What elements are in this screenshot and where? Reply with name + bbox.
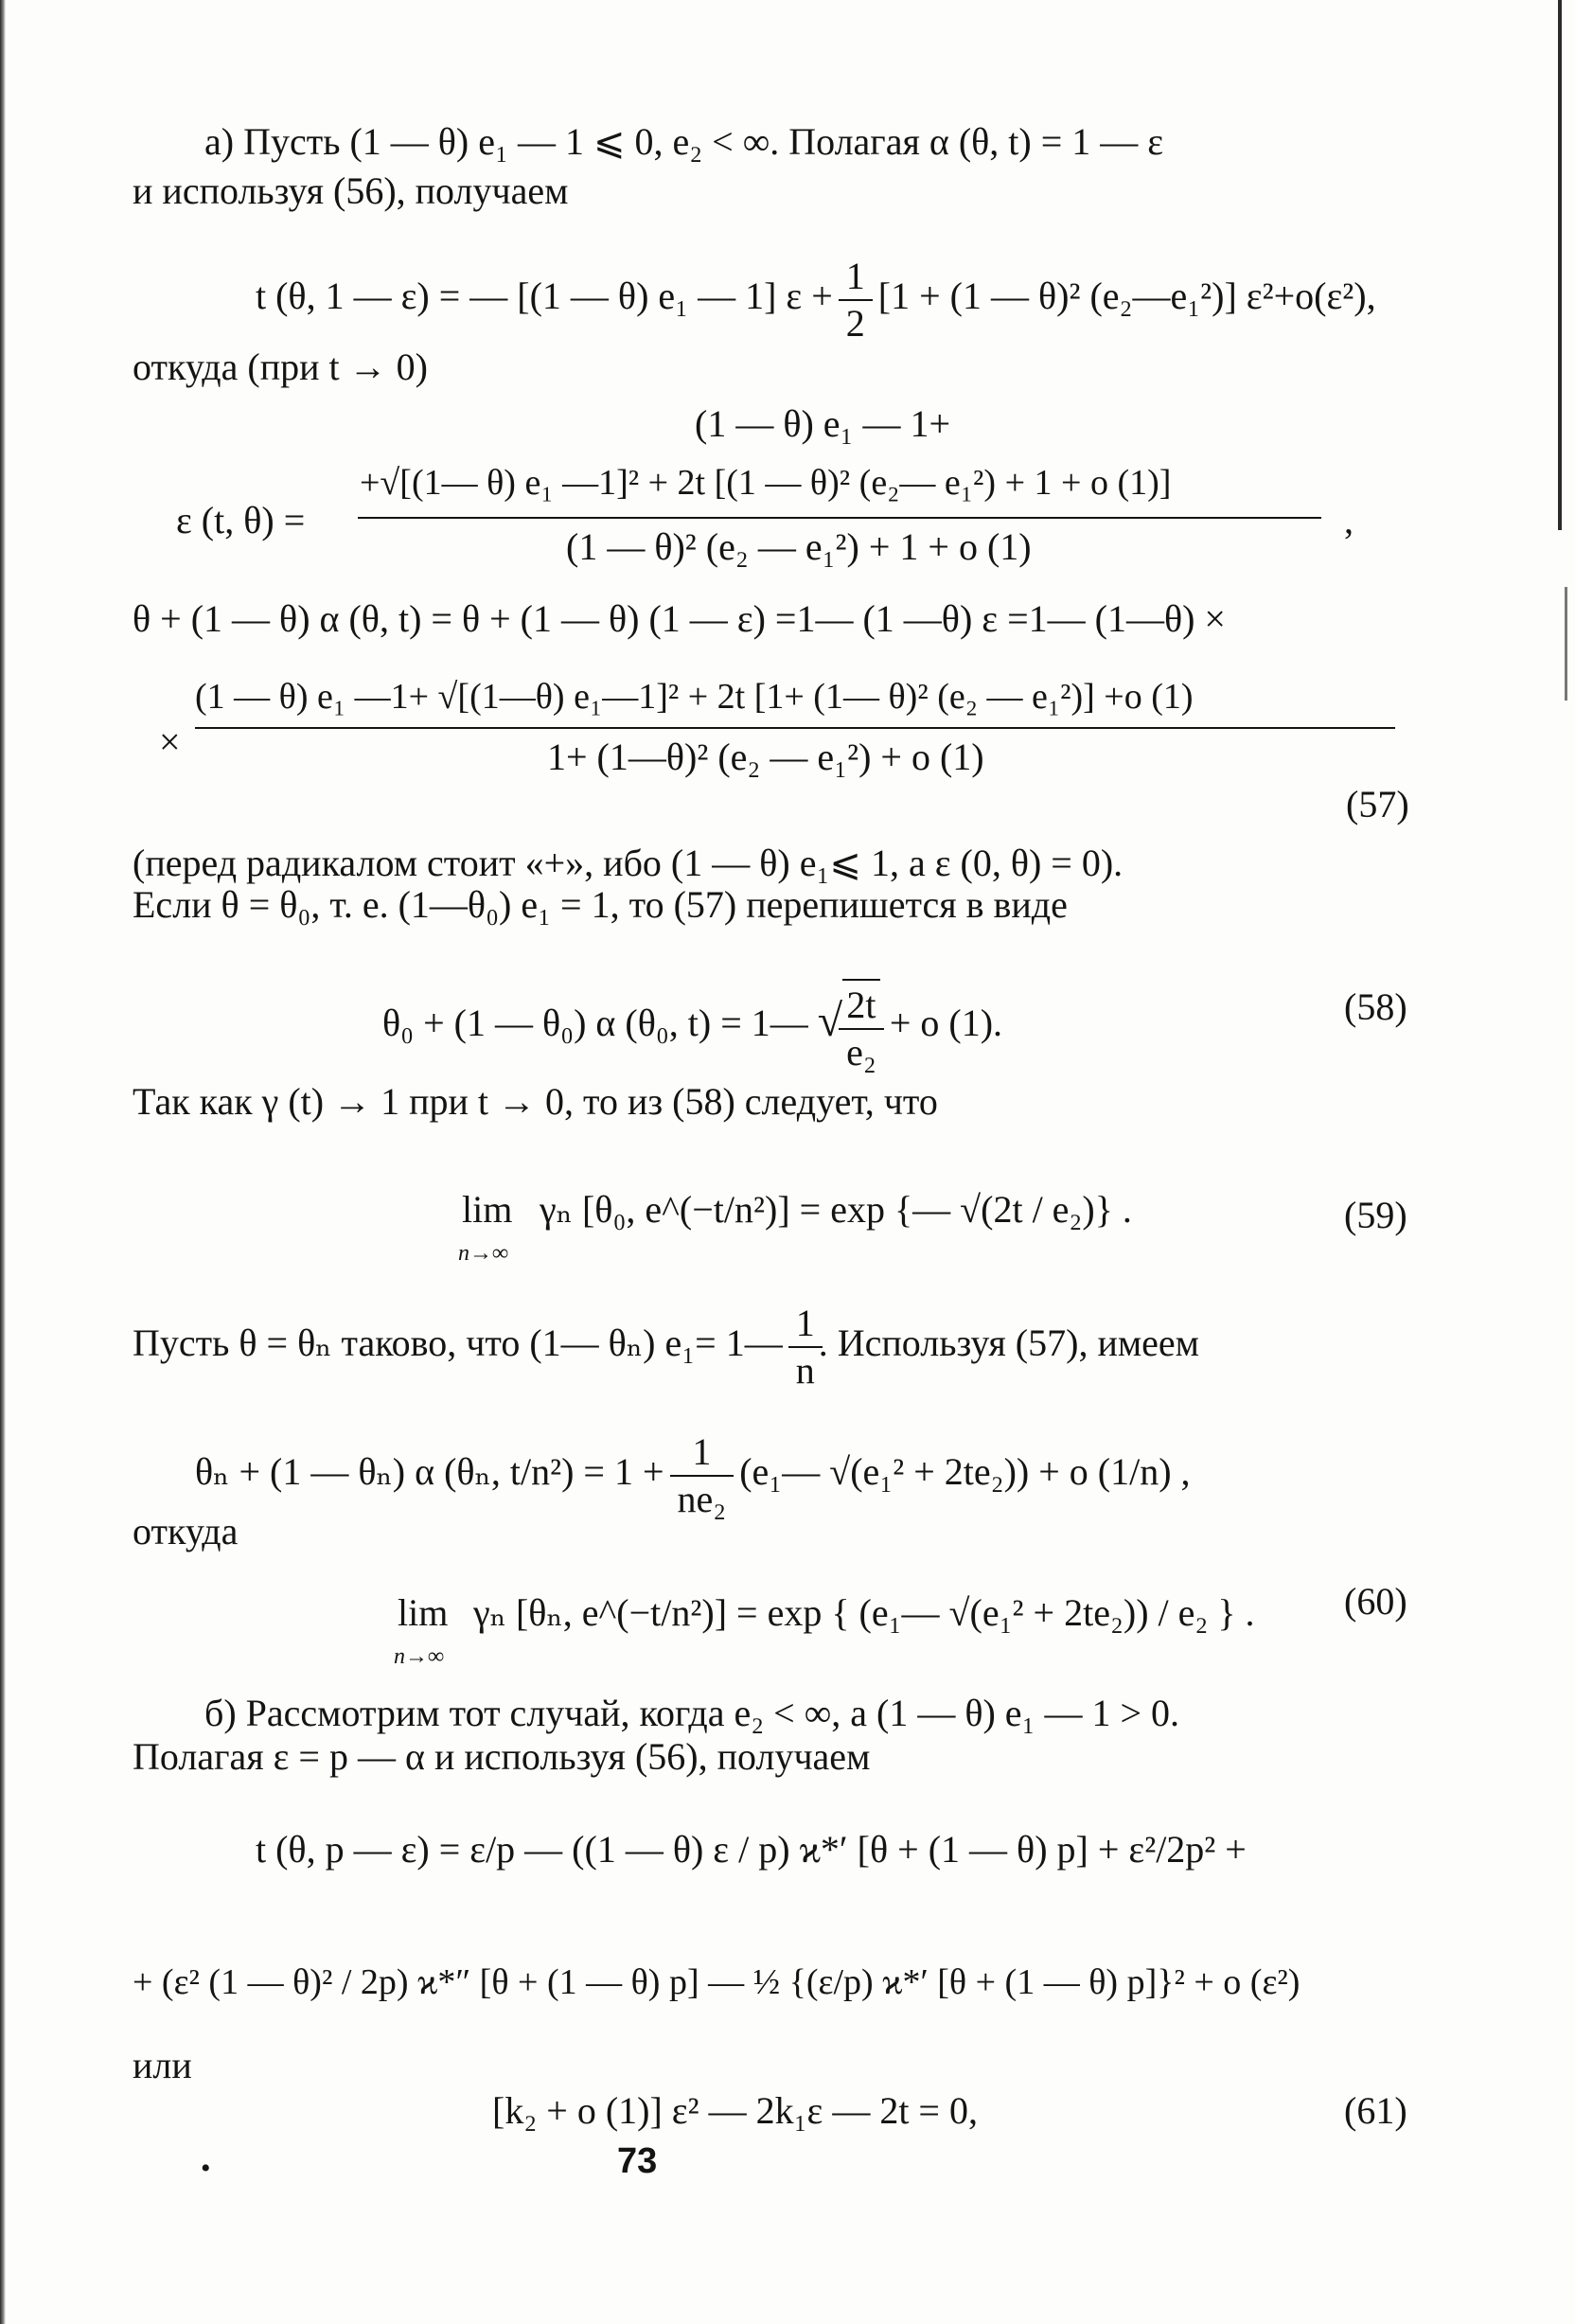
eq-number-57: (57) [1346,783,1409,825]
eps-num-top: (1 — θ) e₁ — 1+ [695,402,951,445]
equation-t-right: [1 + (1 — θ)² (e₂—e₁²)] ε²+o(ε²), [868,275,1376,318]
ili: или [133,2044,192,2086]
eq-number-61: (61) [1344,2089,1407,2132]
eq58-fraction [842,979,880,1075]
eq-number-58: (58) [1344,985,1407,1028]
eq58-rhs: + o (1). [879,1002,1003,1045]
p4-a: Пусть θ = θₙ таково, что (1— θₙ) e₁= 1— [133,1322,792,1365]
eq59-lim: lim [462,1188,513,1231]
eq-number-60: (60) [1344,1580,1407,1623]
frac-num: 1 [845,255,865,297]
frac-den: n [795,1349,815,1392]
equation-theta-n [195,1429,1191,1522]
eps-num-bottom: +√[(1— θ) e₁ —1]² + 2t [(1 — θ)² (e₂— e₁²) + 1 + o (1)] [360,463,1172,503]
theta-line: θ + (1 — θ) α (θ, t) = θ + (1 — θ) (1 — ε) =1— (1 —θ) ε =1— (1—θ) × [133,597,1226,640]
frac-num: 2t [846,984,876,1026]
stray-dot: • [201,2153,211,2184]
frac-num: 1 [692,1430,712,1473]
frac-num: 1 [795,1302,815,1344]
eq-thn-fraction [674,1429,731,1522]
equation-t-p-line1: t (θ, p — ε) = ε/p — ((1 — θ) ε / p) ϰ*′ [θ + (1 — θ) p] + ε²/2p² + [256,1828,1247,1871]
big-numerator: (1 — θ) e₁ —1+ √[(1—θ) e₁—1]² + 2t [1+ (1— θ)² (e₂ — e₁²)] +o (1) [195,677,1194,717]
eps-fraction-bar [358,517,1321,519]
p5-line2: Полагая ε = p — α и используя (56), получаем [133,1735,871,1778]
frac-den: e₂ [846,1031,876,1073]
eq60-sub: n→∞ [394,1644,445,1669]
eq-thn-a: θₙ + (1 — θₙ) α (θₙ, t/n²) = 1 + [195,1450,674,1494]
eps-lhs: ε (t, θ) = [176,499,306,541]
equation-t-p-line2: + (ε² (1 — θ)² / 2p) ϰ*″ [θ + (1 — θ) p] — ½ {(ε/p) ϰ*′ [θ + (1 — θ) p]}² + o (ε²) [133,1962,1301,2002]
equation-t [256,254,1376,346]
eq59-sub: n→∞ [458,1241,509,1266]
equation-t-left: t (θ, 1 — ε) = — [(1 — θ) e₁ — 1] ε + [256,275,842,318]
big-fraction-bar [195,727,1395,729]
equation-t-half [842,254,869,346]
otkuda-1: откуда (при t → 0) [133,346,428,388]
eps-comma: , [1344,499,1354,541]
p4-fraction [792,1301,819,1393]
p4 [133,1301,1199,1393]
eq59-body: γₙ [θ₀, e^(−t/n²)] = exp {— √(2t / e₂)} . [540,1188,1132,1231]
eps-den: (1 — θ)² (e₂ — e₁²) + 1 + o (1) [566,525,1032,568]
equation-61: [k₂ + o (1)] ε² — 2k₁ε — 2t = 0, [492,2089,978,2132]
scan-edge-right-mark [1565,587,1567,701]
p2-line1: (перед радикалом стоит «+», ибо (1 — θ) e₁⩽ 1, а ε (0, θ) = 0). [133,842,1124,884]
eq60-body: γₙ [θₙ, e^(−t/n²)] = exp { (e₁— √(e₁² + 2te₂)) / e₂ } . [473,1591,1255,1634]
times-sign: × [159,720,181,763]
eq60-lim: lim [398,1591,449,1634]
big-denominator: 1+ (1—θ)² (e₂ — e₁²) + o (1) [547,736,984,778]
sqrt-icon: √ [817,996,843,1047]
p3: Так как γ (t) → 1 при t → 0, то из (58) следует, что [133,1080,938,1123]
p2-line2: Если θ = θ₀, т. е. (1—θ₀) e₁ = 1, то (57) перепишется в виде [133,883,1068,926]
scan-edge-right [1558,0,1562,530]
p5-line1: б) Рассмотрим тот случай, когда e₂ < ∞, а (1 — θ) e₁ — 1 > 0. [204,1692,1180,1734]
otkuda-2: откуда [133,1510,239,1552]
scan-edge-left [0,0,6,2324]
eq-thn-b: (e₁— √(e₁² + 2te₂)) + o (1/n) , [730,1450,1191,1494]
p1-line1: а) Пусть (1 — θ) e₁ — 1 ⩽ 0, e₂ < ∞. Полагая α (θ, t) = 1 — ε [204,120,1164,163]
p4-b: . Используя (57), имеем [818,1322,1199,1365]
eq-number-59: (59) [1344,1194,1407,1236]
eq58-lhs: θ₀ + (1 — θ₀) α (θ₀, t) = 1— [382,1002,818,1045]
page-number: 73 [617,2141,658,2181]
equation-58 [382,979,1002,1075]
frac-den: ne₂ [677,1478,727,1520]
frac-den: 2 [845,302,865,345]
p1-line2: и используя (56), получаем [133,169,569,212]
